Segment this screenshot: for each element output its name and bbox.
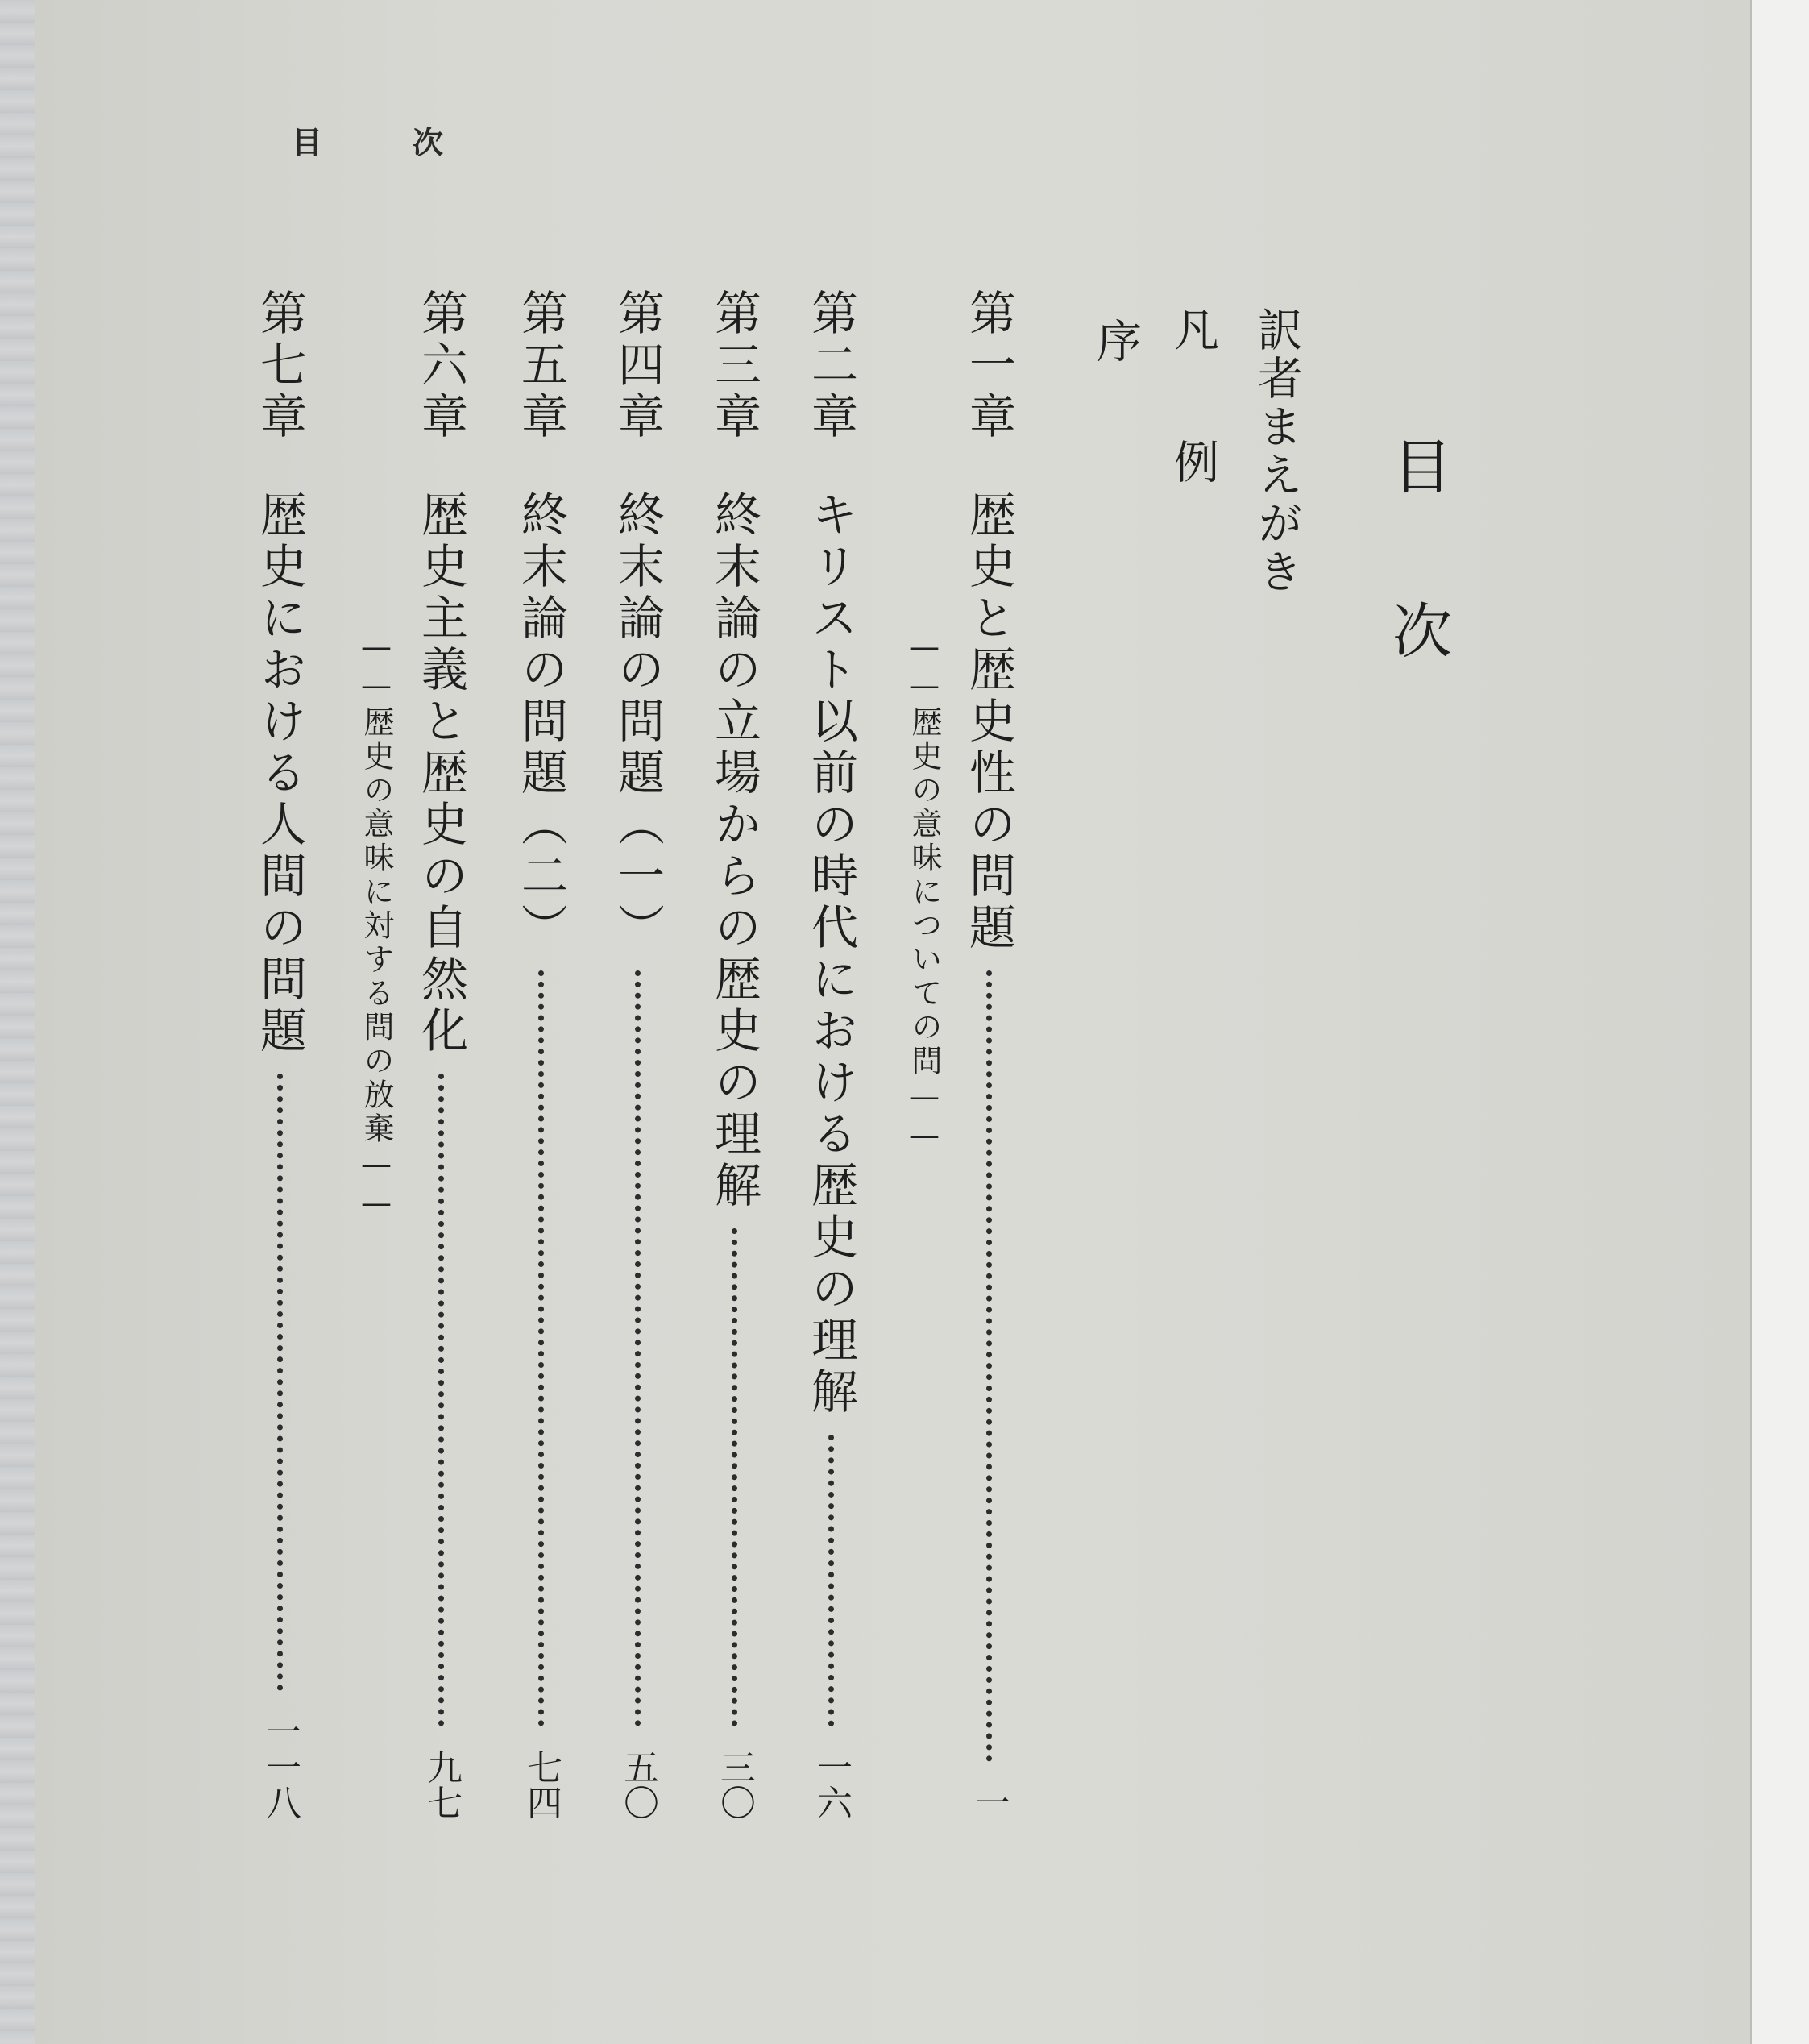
chapter-label: 第四章	[610, 289, 665, 443]
chapter-title: 終末論の立場からの歴史の理解	[707, 490, 761, 1212]
chapter-label: 第一章	[961, 289, 1016, 443]
dot-leader	[732, 1228, 737, 1726]
front-matter-notes: 凡例	[1167, 306, 1219, 571]
dot-leader	[828, 1435, 834, 1726]
dot-leader	[986, 970, 992, 1762]
toc-entry-chapter-7	[251, 289, 308, 1820]
dot-leader	[635, 970, 641, 1726]
chapter-title: 終末論の問題（一）	[610, 490, 665, 954]
chapter-1-subtitle: ——歴史の意味についての問——	[907, 629, 942, 1156]
front-matter-introduction: 序	[1089, 318, 1142, 366]
running-head-left: 目	[292, 125, 323, 160]
front-matter-preface-translator: 訳者まえがき	[1251, 306, 1303, 596]
page-number: 一六	[811, 1749, 852, 1820]
chapter-label: 第二章	[803, 289, 858, 443]
toc-entry-chapter-4	[609, 289, 666, 1820]
page-number: 三〇	[714, 1749, 755, 1820]
toc-entry-chapter-3	[706, 289, 762, 1820]
chapter-label: 第七章	[252, 289, 307, 443]
toc-entry-chapter-5	[512, 289, 569, 1820]
toc-entry-chapter-1	[961, 289, 1017, 1820]
page-number: 一	[969, 1784, 1010, 1820]
dot-leader	[438, 1074, 444, 1726]
page-number: 五〇	[617, 1749, 658, 1820]
page-title: 目次	[1383, 435, 1452, 764]
chapter-label: 第五章	[513, 289, 568, 443]
background-surface	[1750, 0, 1809, 2044]
chapter-label: 第六章	[413, 289, 468, 443]
dot-leader	[277, 1074, 283, 1691]
chapter-label: 第三章	[707, 289, 761, 443]
adjacent-page-edge	[0, 0, 35, 2044]
toc-entry-chapter-6	[413, 289, 469, 1820]
chapter-title: 歴史と歴史性の問題	[961, 490, 1016, 954]
chapter-title: 歴史主義と歴史の自然化	[413, 490, 468, 1057]
chapter-title: 歴史における人間の問題	[252, 490, 307, 1057]
page-number: 七四	[521, 1749, 562, 1820]
chapter-title: 終末論の問題（二）	[513, 490, 568, 954]
page-number: 一一八	[259, 1714, 301, 1820]
dot-leader	[538, 970, 544, 1726]
chapter-6-subtitle: ——歴史の意味に対する問の放棄——	[359, 629, 394, 1223]
toc-entry-chapter-2	[803, 289, 859, 1820]
page-number: 九七	[421, 1749, 462, 1820]
running-head-right: 次	[413, 125, 444, 160]
chapter-title: キリスト以前の時代における歴史の理解	[803, 490, 858, 1419]
